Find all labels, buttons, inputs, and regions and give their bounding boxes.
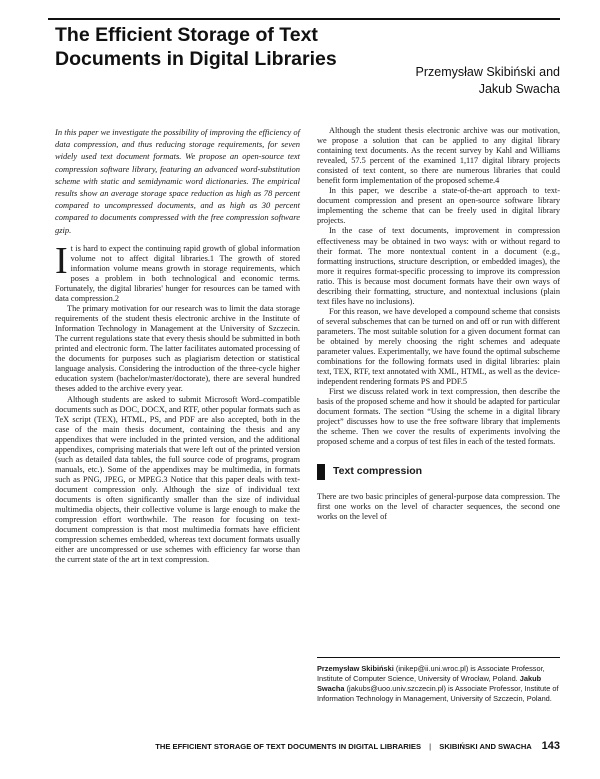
top-rule: [48, 18, 560, 20]
bio-name-1: Przemysław Skibiński: [317, 664, 394, 673]
bio-text-1: (inikep@ii.uni.wroc.pl) is Associate Professor, Institute of Computer Science, University of Wrocław, Poland.: [317, 664, 545, 683]
body-paragraph: [55, 239, 300, 304]
section-paragraph: There are two basic principles of general-purpose data compression. The first one works on the level of character sequences, the second one works on the level of: [317, 491, 560, 521]
running-title: THE EFFICIENT STORAGE OF TEXT DOCUMENTS IN DIGITAL LIBRARIES: [155, 742, 422, 751]
section-heading: [317, 464, 560, 480]
body-paragraph: Although the student thesis electronic archive was our motivation, we propose a solution that can be applied to any digital library containing text documents. As the recent survey by Kahl and Williams revealed, 57.5 percent of the examined 1,117 digital library projects consisted of text content, so there are numerous libraries that could benefit form implementation of the proposed scheme.4: [317, 126, 560, 186]
left-column: [55, 126, 300, 565]
bio-text-2: (jakubs@uoo.univ.szczecin.pl) is Associate Professor, Institute of Information Technology in Management, University of Szczecin, Poland.: [317, 684, 559, 703]
section-title: Text compression: [333, 465, 423, 478]
abstract: In this paper we investigate the possibility of improving the efficiency of data compression, and thus reducing storage requirements, for seven widely used text document formats. We propose an open-source text compression software library, featuring an advanced word-substitution scheme with static and semidynamic word dictionaries. The empirical results show an average storage space reduction as high as 78 percent compared to uncompressed documents, and as high as 30 percent compared to documents compressed with the free compression software gzip.: [55, 127, 300, 235]
intro-text: t is hard to expect the continuing rapid growth of global information volume not to affect digital libraries.1 The growth of stored information volume means growth in storage requirements, which poses a problem in both technological and economic terms. Fortunately, the digital libraries' hunger for resources can be tamed with data compression.2: [55, 243, 300, 304]
body-paragraph: In this paper, we describe a state-of-the-art approach to text-document compression and present an open-source software library implementing the scheme that can be freely used in digital library projects.: [317, 186, 560, 226]
section-bar-marker: [317, 464, 325, 480]
footer-separator: |: [429, 742, 432, 751]
author-line-2: Jakub Swacha: [478, 82, 560, 96]
body-paragraph: The primary motivation for our research was to limit the data storage requirements of the student thesis electronic archive in the Institute of Information Technology in Management at the University of Szczecin. The current regulations state that every thesis should be submitted in both printed and electronic form. The latter facilitates automated processing of the documents for purposes such as plagiarism detection or statistical language analysis. Considering the introduction of the three-cycle higher education system (bachelor/master/doctorate), there are several hundred theses added to the archive every year.: [55, 304, 300, 394]
bio-name-2: Jakub Swacha: [317, 674, 542, 693]
author-bio: [317, 657, 560, 704]
drop-cap: I: [55, 239, 68, 282]
body-paragraph: Although students are asked to submit Microsoft Word–compatible documents such as DOC, DOCX, and RTF, other popular formats such as TeX script (TEX), HTML, PS, and PDF are also accepted, both in the case of the main thesis document, containing the thesis and any appendixes that were included in the printed version, and the additional appendixes, comprising materials that were left out of the printed version (such as detailed data tables, the full source code of programs, program manuals, etc.). Some of the appendixes may be multimedia, in formats such as PNG, JPEG, or MPEG.3 Notice that this paper deals with text-document compression only. Although the size of individual text documents is often significantly smaller than the size of individual multimedia objects, their collective volume is large enough to make the compression effort worthwhile. The reason for focusing on text-document compression is that most multimedia formats have efficient compression schemes embedded, whereas text document formats usually either are uncompressed or use schemes with efficiency far worse than the current state of the art in text compression.: [55, 394, 300, 565]
body-paragraph: First we discuss related work in text compression, then describe the basis of the proposed scheme and how it should be adapted for particular document formats. The section “Using the scheme in a digital library project” discusses how to use the free software library that implements the scheme. Then we cover the results of experiments involving the proposed scheme and a corpus of test files in each of the tested formats.: [317, 387, 560, 447]
page-number: 143: [541, 740, 560, 752]
running-authors: SKIBIŃSKI AND SWACHA: [439, 742, 532, 751]
body-paragraph: In the case of text documents, improvement in compression effectiveness may be obtained in two ways: with or without regard to their format. The more nontextual content in a document (e.g., formatting instructions, structure description, or embedded images), the more it requires format-specific processing to improve its compression ratio. This is because most document formats have their own ways of describing their formatting, structure, and nontextual inclusions (plain text files have no inclusions).: [317, 226, 560, 306]
author-line-1: Przemysław Skibiński and: [415, 65, 560, 79]
right-column: [317, 126, 560, 522]
article-title: The Efficient Storage of Text Documents in Digital Libraries: [55, 24, 337, 70]
body-paragraph: For this reason, we have developed a compound scheme that consists of several subschemes that can be turned on and off or run with different parameters. The most suitable solution for a given document format can be obtained by merely choosing the right schemes and adequate parameter values. Experimentally, we have found the optimal subscheme combinations for the following formats used in digital libraries: plain text, TEX, RTF, text annotated with XML, HTML, as well as the device-independent rendering formats PS and PDF.5: [317, 306, 560, 387]
page-footer: [55, 740, 560, 752]
author-byline: [400, 64, 560, 98]
